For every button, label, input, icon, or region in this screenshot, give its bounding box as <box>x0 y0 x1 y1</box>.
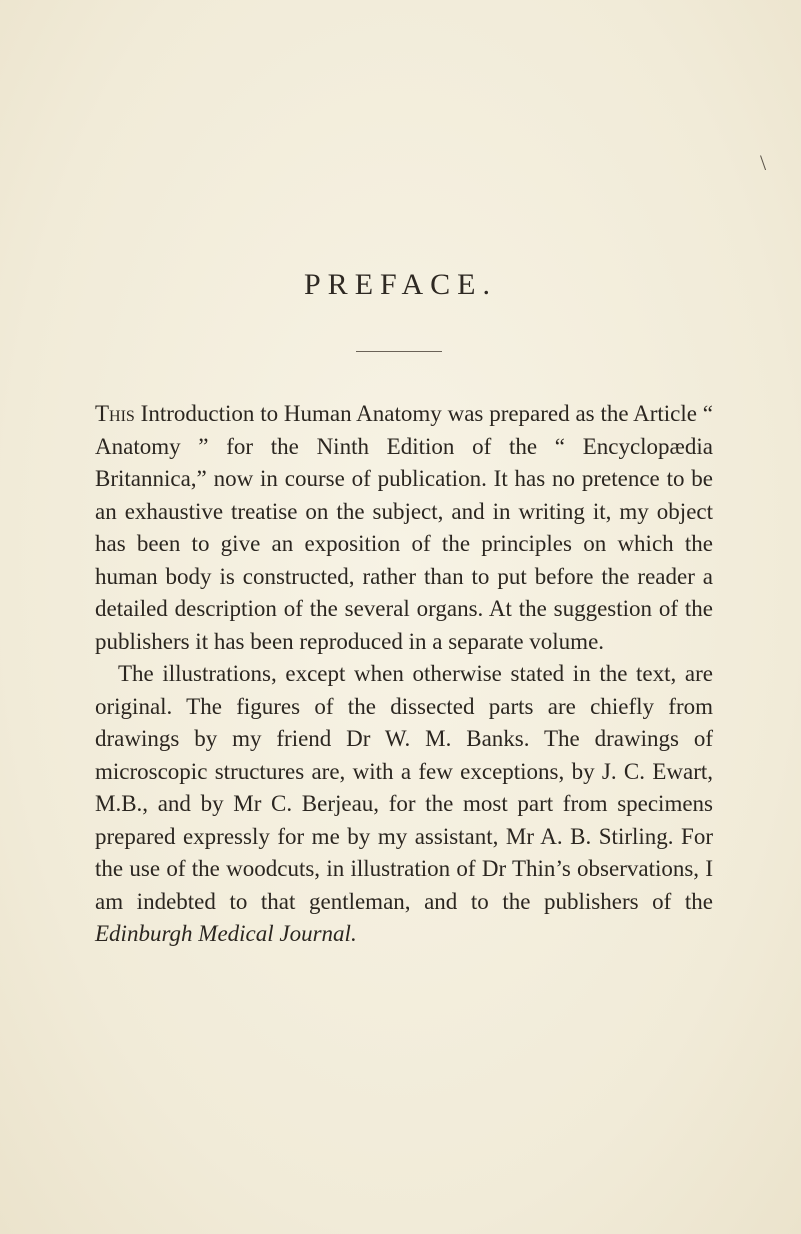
journal-title: Edinburgh Medical Journal. <box>95 921 357 946</box>
margin-mark: \ <box>760 150 767 175</box>
paragraph-2-text: The illustrations, except when otherwise stated in the text, are original. The figures of the dissected parts are chiefly from drawings by my friend Dr W. M. Banks. The drawings of microscopic structures are, with a few exceptions, by J. C. Ewart, M.B., and by Mr C. Berjeau, for the most part from specimens prepared expressly for me by my assistant, Mr A. B. Stirling. For the use of the woodcuts, in illustration of Dr Thin’s observations, I am indebted to that gentleman, and to the publishers of the <box>95 661 713 914</box>
heading-rule <box>356 351 442 352</box>
page-heading: PREFACE. <box>304 268 497 301</box>
lead-word: This <box>95 401 135 426</box>
paragraph-1-text: Introduction to Human Anatomy was prepared as the Article “ Anatomy ” for the Ninth Edition of the “ Encyclopædia Britannica,” now in course of publication. It has no pretence to be an exhaustive treatise on the subject, and in writing it, my object has been to give an exposition of the principles on which the human body is constructed, rather than to put before the reader a detailed description of the several organs. At the suggestion of the publishers it has been reproduced in a separate volume. <box>95 401 713 654</box>
paragraph-1 <box>95 398 713 658</box>
preface-body <box>95 398 713 951</box>
paragraph-2 <box>95 658 713 951</box>
